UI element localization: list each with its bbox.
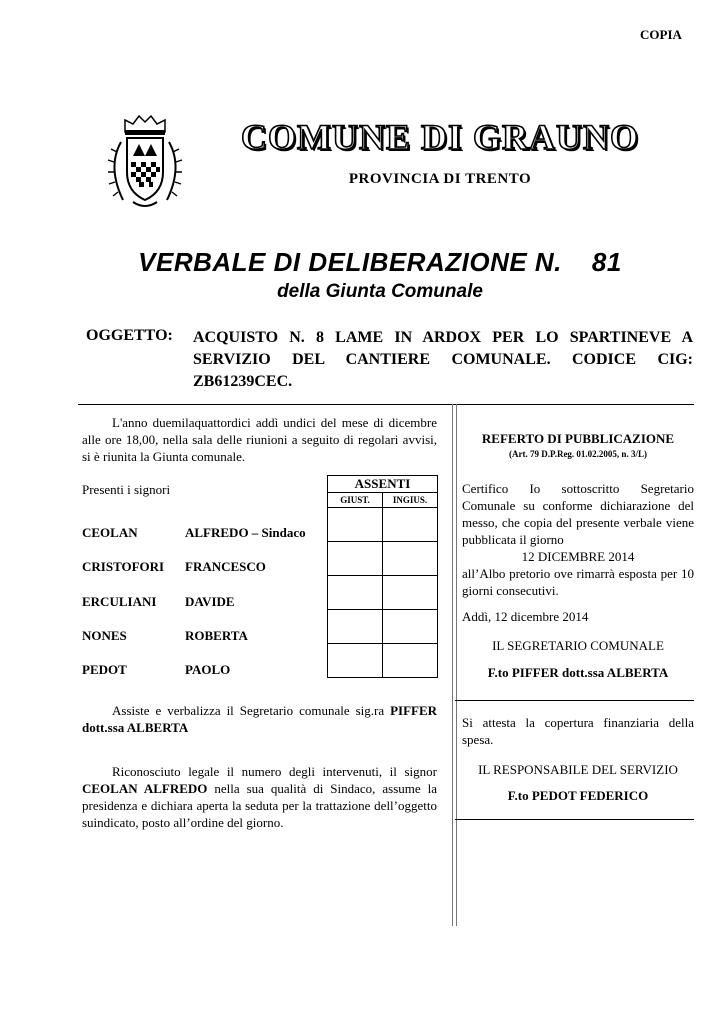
- member-last-name: NONES: [82, 628, 127, 643]
- unjustified-header: INGIUS.: [383, 493, 438, 508]
- province-subtitle: PROVINCIA DI TRENTO: [348, 171, 532, 187]
- publication-reference: (Art. 79 D.P.Reg. 01.02.2005, n. 3/L): [509, 449, 647, 459]
- member-last-name: PEDOT: [82, 662, 127, 677]
- section-divider: [78, 404, 694, 405]
- service-manager-title: IL RESPONSABILE DEL SERVIZIO: [478, 762, 678, 777]
- absence-cell: [383, 576, 438, 610]
- secretary-signature: F.to PIFFER dott.ssa ALBERTA: [487, 665, 669, 680]
- deliberation-number: 81: [591, 247, 622, 277]
- column-divider: [452, 404, 457, 926]
- right-divider: [455, 700, 694, 701]
- quorum-intro: Riconosciuto legale il numero degli intervenuti, il signor: [112, 764, 437, 779]
- financial-coverage-text: Si attesta la copertura finanziaria della spesa.: [462, 715, 694, 747]
- absence-cell: [328, 576, 383, 610]
- secretary-paragraph: [82, 702, 437, 736]
- absence-cell: [328, 644, 383, 678]
- subject-text: ACQUISTO N. 8 LAME IN ARDOX PER LO SPARTINEVE A SERVIZIO DEL CANTIERE COMUNALE. CODICE CIG: ZB61239CEC.: [193, 329, 693, 390]
- member-first-name: ALFREDO – Sindaco: [185, 525, 306, 540]
- justified-header: GIUST.: [328, 493, 383, 508]
- absence-cell: [383, 610, 438, 644]
- publication-title: REFERTO DI PUBBLICAZIONE: [481, 431, 675, 446]
- certification-text: Certifico Io sottoscritto Segretario Comunale su conforme dichiarazione del messo, che copia del presente verbale viene pubblicata il giorno: [462, 481, 694, 547]
- absence-cell: [328, 542, 383, 576]
- absence-header: ASSENTI: [328, 476, 438, 493]
- deliberation-heading: [100, 247, 660, 278]
- subject-label: OGGETTO:: [86, 327, 173, 344]
- member-last-name: ERCULIANI: [82, 594, 157, 609]
- municipality-title: COMUNE DI GRAUNO: [241, 117, 639, 157]
- secretary-name: PIFFER dott.ssa ALBERTA: [82, 703, 438, 735]
- absence-cell: [383, 644, 438, 678]
- secretary-title: IL SEGRETARIO COMUNALE: [492, 638, 664, 653]
- signature-date: Addì, 12 dicembre 2014: [462, 609, 589, 624]
- member-first-name: DAVIDE: [185, 594, 235, 609]
- member-first-name: FRANCESCO: [185, 559, 266, 574]
- absence-cell: [328, 508, 383, 542]
- member-first-name: ROBERTA: [185, 628, 248, 643]
- member-last-name: CRISTOFORI: [82, 559, 165, 574]
- publication-date: 12 DICEMBRE 2014: [521, 549, 635, 564]
- absence-cell: [328, 610, 383, 644]
- copy-mark: COPIA: [640, 27, 682, 42]
- member-first-name: PAOLO: [185, 662, 231, 677]
- session-intro: L'anno duemilaquattordici addì undici del mese di dicembre alle ore 18,00, nella sala delle riunioni a seguito di regolari avvisi, si è riunita la Giunta comunale.: [82, 415, 437, 464]
- quorum-text: nella sua qualità di Sindaco, assume la presidenza e dichiara aperta la seduta per la trattazione dell’oggetto suindicato, posto all’ordine del giorno.: [82, 781, 437, 830]
- secretary-intro: Assiste e verbalizza il Segretario comunale sig.ra: [112, 703, 385, 718]
- service-manager-signature: F.to PEDOT FEDERICO: [507, 788, 649, 803]
- deliberation-body: della Giunta Comunale: [277, 281, 483, 302]
- present-label: Presenti i signori: [82, 482, 171, 497]
- absence-cell: [383, 508, 438, 542]
- absence-table: [327, 475, 438, 678]
- mayor-name: CEOLAN ALFREDO: [82, 781, 208, 796]
- member-last-name: CEOLAN: [82, 525, 138, 540]
- notice-board-text: all’Albo pretorio ove rimarrà esposta per 10 giorni consecutivi.: [462, 566, 694, 598]
- absence-cell: [383, 542, 438, 576]
- deliberation-title: VERBALE DI DELIBERAZIONE N.: [138, 247, 562, 277]
- coat-of-arms-icon: [103, 112, 187, 212]
- quorum-paragraph: [82, 763, 437, 831]
- right-divider: [455, 819, 694, 820]
